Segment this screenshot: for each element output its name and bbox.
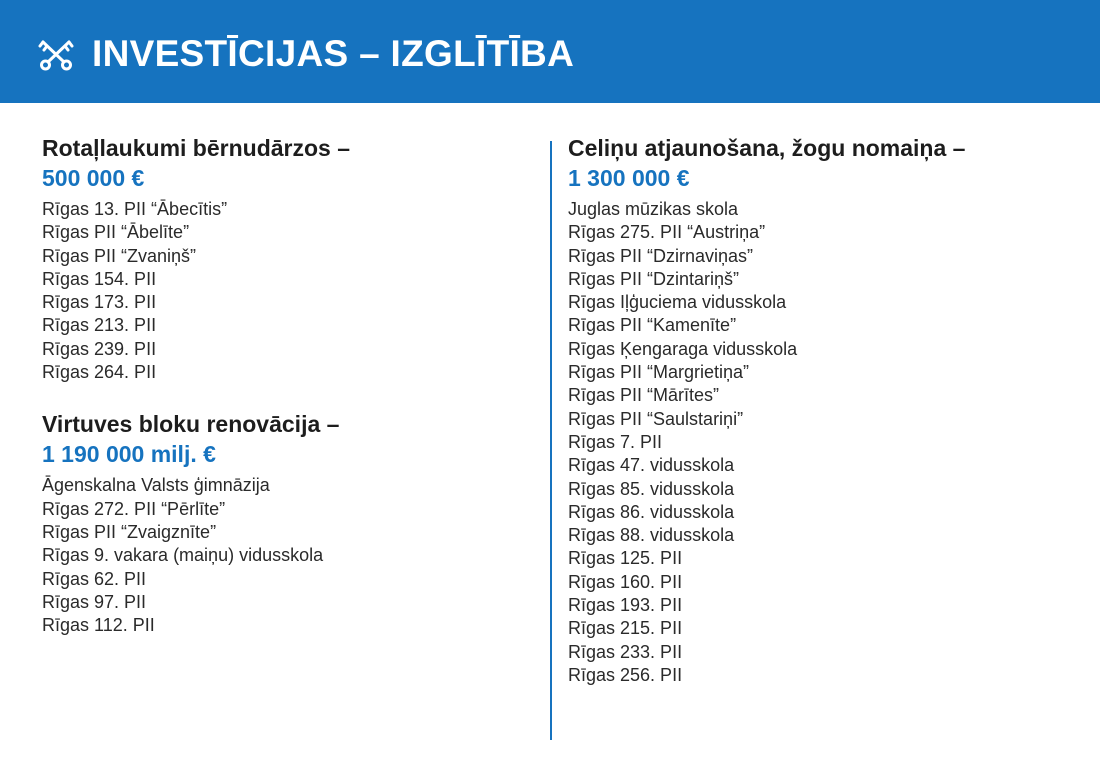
list-item: Juglas mūzikas skola bbox=[568, 199, 739, 219]
list-item: Rīgas 239. PII bbox=[42, 338, 157, 359]
section-amount: 1 190 000 milj. € bbox=[42, 441, 216, 468]
list-item: Rīgas 233. PII bbox=[568, 641, 683, 662]
list-item: Rīgas PII “Saulstariņi” bbox=[568, 408, 744, 429]
header-banner bbox=[0, 0, 1100, 103]
page-title: INVESTĪCIJAS – IZGLĪTĪBA bbox=[92, 33, 575, 74]
list-item: Rīgas 97. PII bbox=[42, 591, 147, 612]
section-playgrounds bbox=[42, 133, 532, 384]
list-item: Rīgas 154. PII bbox=[42, 268, 157, 289]
section-amount: 500 000 € bbox=[42, 165, 145, 191]
list-item: Rīgas 47. vidusskola bbox=[568, 455, 735, 476]
list-item: Rīgas 173. PII bbox=[42, 292, 157, 313]
list-item: Rīgas 86. vidusskola bbox=[568, 501, 735, 522]
section-title: Celiņu atjaunošana, žogu nomaiņa – bbox=[568, 135, 966, 161]
section-amount: 1 300 000 € bbox=[568, 165, 690, 191]
list-item: Rīgas 112. PII bbox=[42, 615, 155, 636]
list-item: Rīgas 275. PII “Austriņa” bbox=[568, 222, 766, 243]
list-item: Rīgas 213. PII bbox=[42, 315, 157, 336]
list-item: Rīgas 160. PII bbox=[568, 571, 683, 592]
list-item: Rīgas 193. PII bbox=[568, 595, 683, 616]
list-item: Rīgas Ķengaraga vidusskola bbox=[568, 338, 798, 359]
institution-list bbox=[42, 474, 532, 637]
list-item: Āgenskalna Valsts ģimnāzija bbox=[42, 475, 270, 496]
list-item: Rīgas PII “Kamenīte” bbox=[568, 315, 737, 336]
section-kitchen-renovation bbox=[42, 409, 532, 637]
institution-list bbox=[42, 198, 532, 384]
list-item: Rīgas 13. PII “Ābecītis” bbox=[42, 199, 228, 219]
list-item: Rīgas 9. vakara (maiņu) vidusskola bbox=[42, 545, 324, 566]
list-item: Rīgas PII “Mārītes” bbox=[568, 385, 720, 406]
list-item: Rīgas PII “Margrietiņa” bbox=[568, 362, 750, 383]
list-item: Rīgas 272. PII “Pērlīte” bbox=[42, 498, 226, 519]
list-item: Rīgas 125. PII bbox=[568, 548, 683, 569]
right-column bbox=[568, 133, 1068, 687]
crossed-keys-icon bbox=[37, 38, 75, 72]
list-item: Rīgas PII “Dzintariņš” bbox=[568, 268, 740, 289]
list-item: Rīgas 88. vidusskola bbox=[568, 525, 735, 546]
list-item: Rīgas 264. PII bbox=[42, 362, 157, 383]
section-paths-fences bbox=[568, 133, 1068, 687]
section-title: Virtuves bloku renovācija – bbox=[42, 411, 340, 438]
list-item: Rīgas 256. PII bbox=[568, 664, 683, 685]
list-item: Rīgas PII “Zvaniņš” bbox=[42, 245, 197, 266]
section-title: Rotaļlaukumi bērnudārzos – bbox=[42, 135, 351, 161]
list-item: Rīgas 7. PII bbox=[568, 431, 663, 452]
list-item: Rīgas Iļģuciema vidusskola bbox=[568, 292, 787, 313]
left-column bbox=[42, 133, 532, 637]
list-item: Rīgas 62. PII bbox=[42, 568, 147, 589]
list-item: Rīgas PII “Zvaigznīte” bbox=[42, 521, 217, 542]
list-item: Rīgas PII “Ābelīte” bbox=[42, 222, 190, 243]
list-item: Rīgas 85. vidusskola bbox=[568, 478, 735, 499]
column-divider bbox=[550, 141, 552, 740]
institution-list bbox=[568, 198, 1068, 687]
list-item: Rīgas 215. PII bbox=[568, 618, 683, 639]
list-item: Rīgas PII “Dzirnaviņas” bbox=[568, 245, 754, 266]
